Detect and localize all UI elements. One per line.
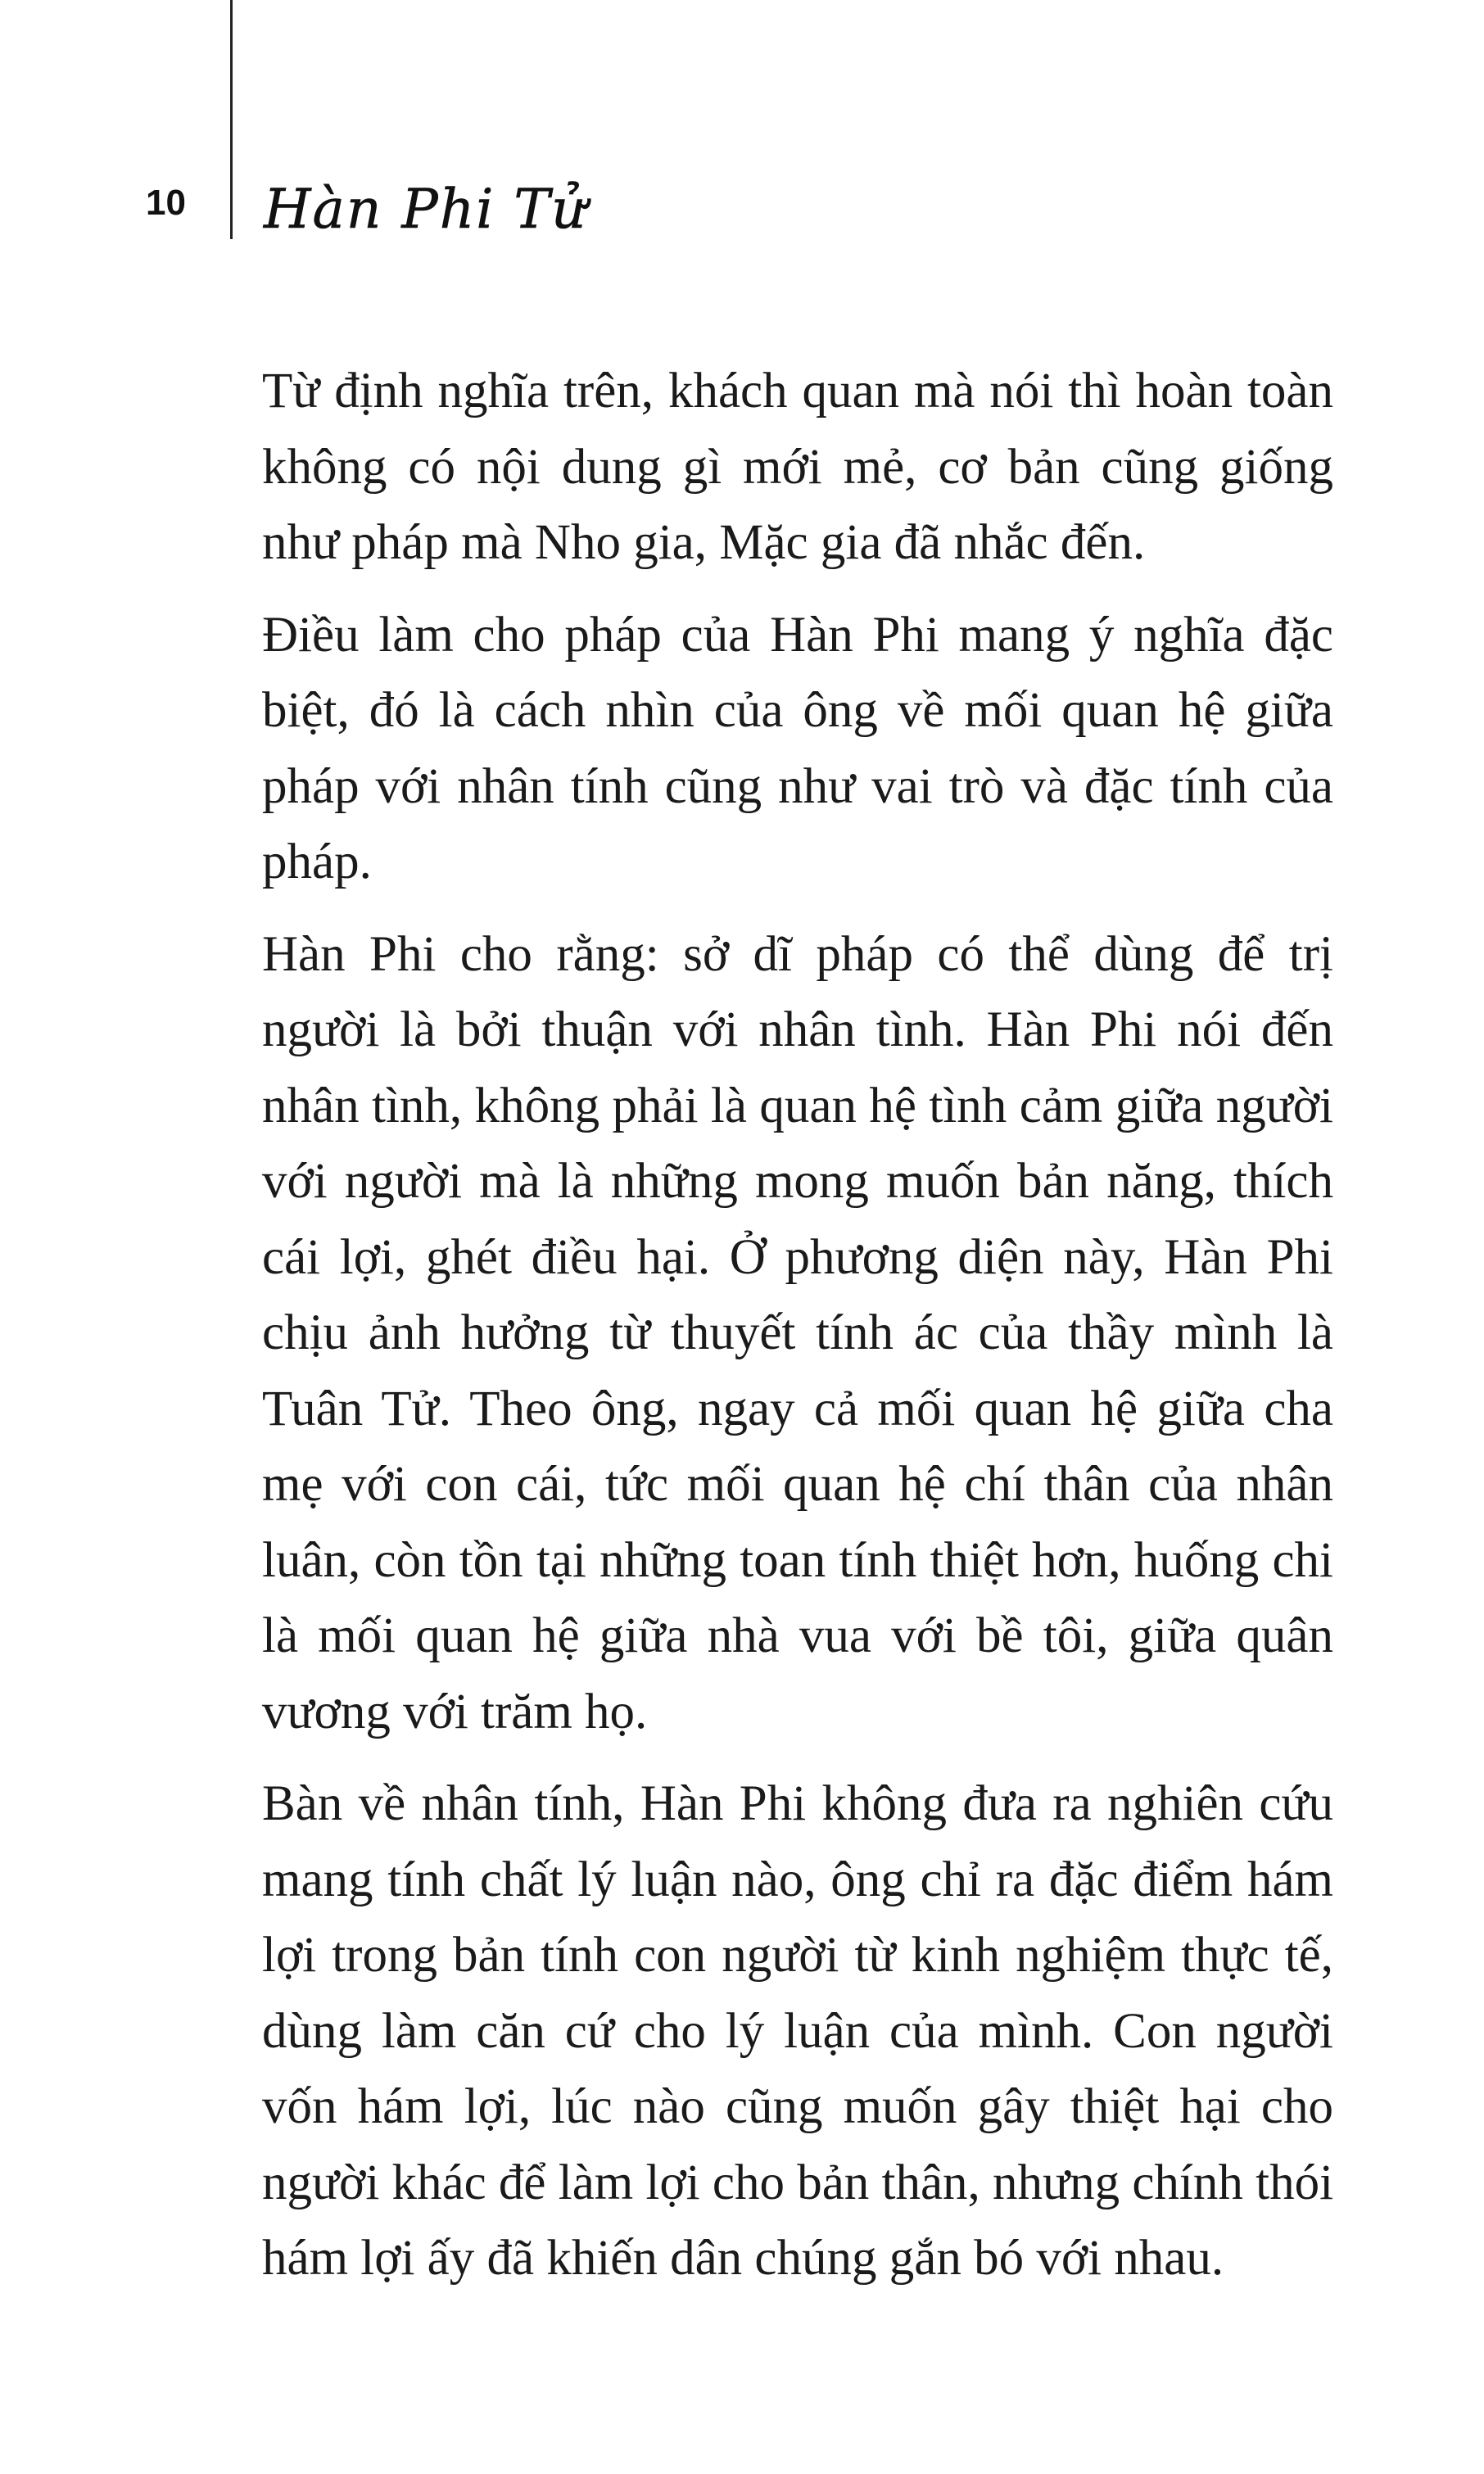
running-title-text: Hàn Phi Tử — [264, 178, 588, 241]
paragraph-text: Hàn Phi cho rằng: sở dĩ pháp có thể dùng để trị người là bởi thuận với nhân tình. Hàn Phi nói đến nhân tình, không phải là quan hệ tình cảm giữa người với người mà là những mong muốn bản năng, thích cái lợi, ghét điều hại. Ở phương diện này, Hàn Phi chịu ảnh hưởng từ thuyết tính ác của thầy mình là Tuân Tử. Theo ông, ngay cả mối quan hệ giữa cha mẹ với con cái, tức mối quan hệ chí thân của nhân luân, còn tồn tại những toan tính thiệt hơn, huống chi là mối quan hệ giữa nhà vua với bề tôi, giữa quân vương với trăm họ. — [262, 926, 1333, 1739]
paragraph — [262, 354, 1333, 581]
body-text — [262, 354, 1333, 2313]
paragraph — [262, 1766, 1333, 2297]
running-title — [260, 164, 588, 254]
paragraph-text: Điều làm cho pháp của Hàn Phi mang ý nghĩa đặc biệt, đó là cách nhìn của ông về mối quan hệ giữa pháp với nhân tính cũng như vai trò và đặc tính của pháp. — [262, 607, 1333, 889]
page-number: 10 — [146, 183, 186, 223]
paragraph-text: Từ định nghĩa trên, khách quan mà nói thì hoàn toàn không có nội dung gì mới mẻ, cơ bản cũng giống như pháp mà Nho gia, Mặc gia đã nhắc đến. — [262, 364, 1333, 570]
paragraph-text: Bàn về nhân tính, Hàn Phi không đưa ra nghiên cứu mang tính chất lý luận nào, ông chỉ ra đặc điểm hám lợi trong bản tính con người từ kinh nghiệm thực tế, dùng làm căn cứ cho lý luận của mình. Con người vốn hám lợi, lúc nào cũng muốn gây thiệt hại cho người khác để làm lợi cho bản thân, nhưng chính thói hám lợi ấy đã khiến dân chúng gắn bó với nhau. — [262, 1776, 1334, 2286]
running-title-script — [260, 164, 588, 254]
paragraph — [262, 598, 1333, 901]
header-vertical-rule — [230, 0, 233, 239]
paragraph — [262, 917, 1333, 1751]
